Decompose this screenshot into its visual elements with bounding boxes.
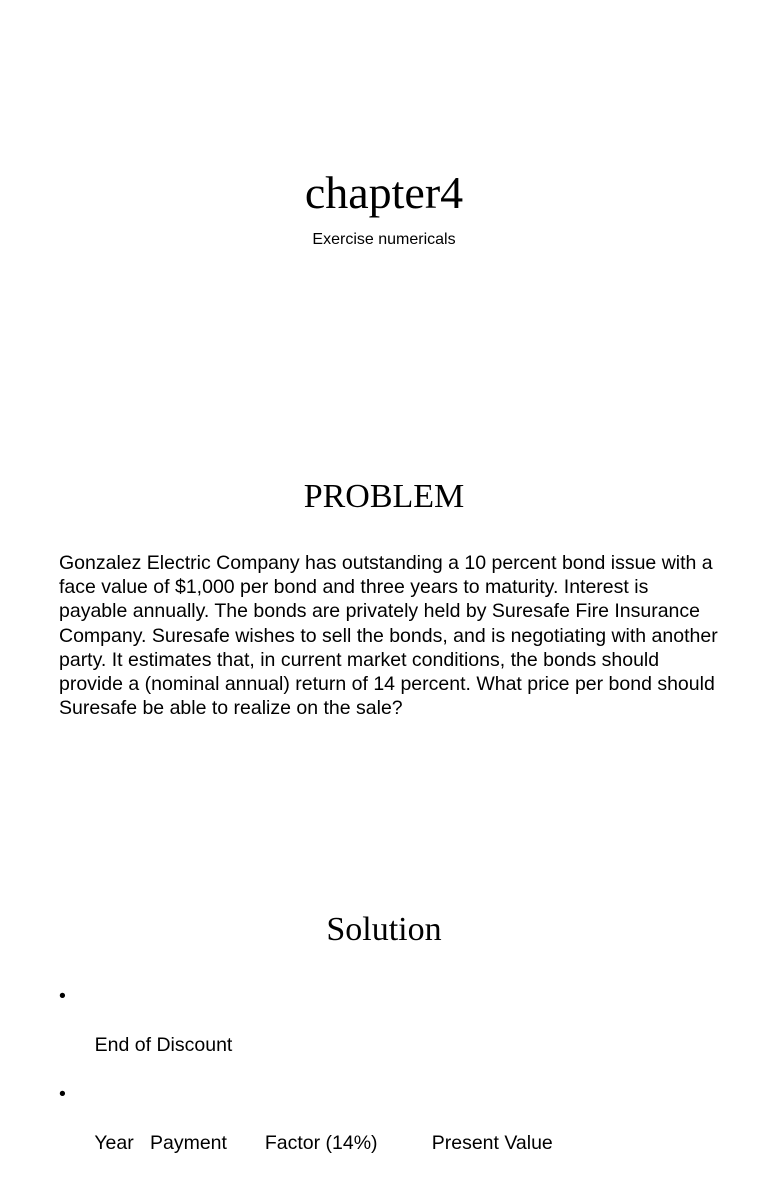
bullet-icon: • <box>59 1083 66 1105</box>
problem-heading: PROBLEM <box>303 478 465 515</box>
list-item <box>59 984 553 1082</box>
solution-heading: Solution <box>326 911 442 948</box>
slide-subtitle: Exercise numericals <box>312 231 456 248</box>
solution-bullet-list <box>59 984 553 1180</box>
bullet-icon: • <box>59 985 66 1007</box>
slide-title: chapter4 <box>304 167 464 218</box>
list-item-text: End of Discount <box>94 1034 233 1056</box>
list-item-text: Year Payment Factor (14%) Present Value <box>94 1132 553 1154</box>
list-item <box>59 1082 553 1180</box>
problem-statement: Gonzalez Electric Company has outstanding a 10 percent bond issue with a face value of $1,000 per bond and three years to maturity. Interest is payable annually. The bonds are privately held by Suresafe Fire Insurance Company. Suresafe wishes to sell the bonds, and is negotiating with another party. It estimates that, in current market conditions, the bonds should provide a (nominal annual) return of 14 percent. What price per bond should Suresafe be able to realize on the sale? <box>59 552 718 720</box>
